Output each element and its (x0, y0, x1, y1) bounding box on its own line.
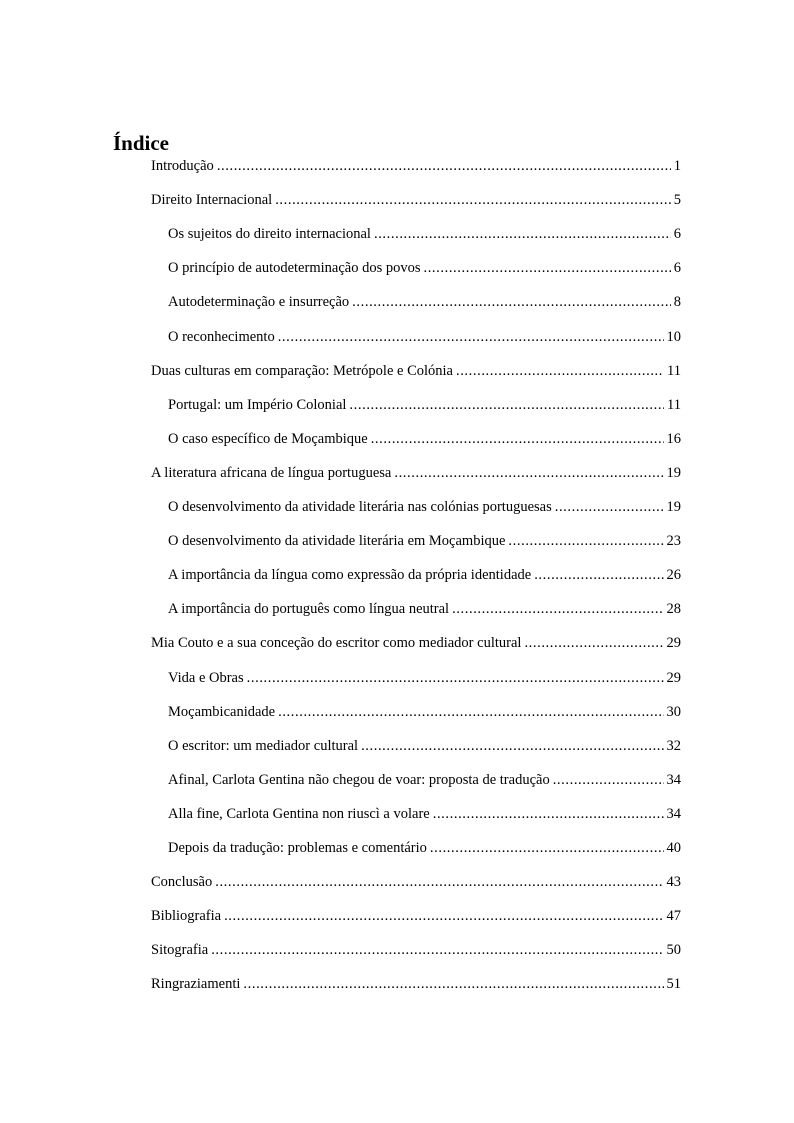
toc-entry-label: Vida e Obras (168, 669, 244, 686)
toc-leader-dots (508, 530, 663, 552)
toc-entry[interactable] (168, 223, 681, 245)
toc-entry-page: 50 (666, 942, 681, 959)
toc-entry[interactable] (151, 155, 681, 177)
toc-leader-dots (555, 496, 664, 518)
toc-entry-page: 6 (673, 260, 681, 277)
toc-entry-page: 30 (666, 703, 681, 720)
toc-entry-label: O desenvolvimento da atividade literária em Moçambique (168, 533, 506, 550)
toc-entry-page: 11 (667, 396, 681, 413)
toc-entry-page: 11 (667, 362, 681, 379)
toc-entry-label: Ringraziamenti (151, 976, 241, 993)
toc-entry[interactable] (168, 428, 681, 450)
toc-leader-dots (433, 803, 664, 825)
toc-entry[interactable] (168, 769, 681, 791)
toc-leader-dots (456, 360, 664, 382)
toc-entry-page: 51 (666, 976, 681, 993)
toc-entry-page: 6 (673, 226, 681, 243)
toc-entry-page: 47 (666, 908, 681, 925)
toc-leader-dots (243, 973, 663, 995)
toc-leader-dots (215, 871, 663, 893)
toc-entry-label: Alla fine, Carlota Gentina non riuscì a volare (168, 805, 430, 822)
toc-leader-dots (452, 598, 663, 620)
toc-entry-label: Depois da tradução: problemas e comentário (168, 840, 427, 856)
toc-leader-dots (224, 905, 663, 927)
toc-entry-page: 32 (666, 737, 681, 754)
toc-entry-page: 10 (666, 328, 681, 345)
toc-entry-label: Conclusão (151, 874, 213, 891)
toc-entry[interactable] (168, 530, 681, 552)
toc-entry-page: 5 (673, 192, 681, 209)
toc-entry[interactable] (168, 291, 681, 313)
toc-leader-dots (275, 189, 671, 211)
toc-leader-dots (349, 394, 664, 416)
toc-leader-dots (394, 462, 663, 484)
toc-entry[interactable] (168, 564, 681, 586)
toc-entry-label: A literatura africana de língua portuguesa (151, 464, 392, 481)
toc-entry-label: Sitografia (151, 942, 209, 959)
toc-entry[interactable] (151, 360, 681, 382)
toc-leader-dots (352, 291, 671, 313)
toc-leader-dots (371, 428, 664, 450)
toc-leader-dots (217, 155, 671, 177)
toc-entry[interactable] (168, 326, 681, 348)
toc-entry-page: 34 (666, 771, 681, 788)
toc-entry[interactable] (168, 701, 681, 723)
toc-leader-dots (278, 701, 663, 723)
toc-entry-page: 16 (666, 430, 681, 447)
toc-entry-page: 1 (673, 158, 681, 174)
toc-entry-label: Moçambicanidade (168, 703, 276, 720)
toc-entry[interactable] (151, 632, 681, 654)
toc-entry-page: 19 (666, 464, 681, 481)
toc-entry[interactable] (168, 667, 681, 689)
toc-leader-dots (278, 326, 664, 348)
toc-entry[interactable] (151, 189, 681, 211)
toc-entry-page: 26 (666, 567, 681, 584)
toc-entry-label: Duas culturas em comparação: Metrópole e Colónia (151, 362, 453, 379)
toc-entry-page: 29 (666, 635, 681, 652)
toc-entry-page: 34 (666, 805, 681, 822)
toc-leader-dots (423, 257, 670, 279)
toc-entry-label: O desenvolvimento da atividade literária nas colónias portuguesas (168, 499, 552, 515)
toc-entry[interactable] (151, 973, 681, 995)
toc-entry-page: 29 (666, 669, 681, 686)
toc-entry-label: Afinal, Carlota Gentina não chegou de voar: proposta de tradução (168, 771, 550, 788)
toc-entry-label: Introdução (151, 158, 214, 174)
toc-entry[interactable] (168, 496, 681, 518)
toc-entry-label: Portugal: um Império Colonial (168, 396, 347, 413)
toc-entry-page: 23 (666, 533, 681, 550)
toc-entry[interactable] (168, 257, 681, 279)
toc-entry-label: Bibliografia (151, 908, 222, 925)
toc-entry-page: 43 (666, 874, 681, 891)
page-title: Índice (113, 131, 170, 155)
toc-entry-page: 40 (666, 840, 681, 856)
toc-entry[interactable] (168, 803, 681, 825)
toc-entry[interactable] (168, 598, 681, 620)
toc-entry-page: 19 (666, 499, 681, 515)
toc-leader-dots (534, 564, 663, 586)
toc-leader-dots (553, 769, 664, 791)
toc-entry-label: Mia Couto e a sua conceção do escritor como mediador cultural (151, 635, 522, 652)
toc-entry-label: O princípio de autodeterminação dos povos (168, 260, 421, 277)
toc-entry-page: 8 (673, 294, 681, 311)
toc-entry-label: Autodeterminação e insurreção (168, 294, 350, 311)
toc-leader-dots (374, 223, 671, 245)
toc-entry[interactable] (151, 462, 681, 484)
toc-entry[interactable] (151, 871, 681, 893)
toc-leader-dots (211, 939, 663, 961)
toc-leader-dots (247, 667, 664, 689)
toc-leader-dots (430, 837, 664, 859)
toc-entry[interactable] (168, 837, 681, 859)
toc-entry[interactable] (151, 939, 681, 961)
toc-entry-label: Os sujeitos do direito internacional (168, 226, 371, 243)
toc-entry-label: O reconhecimento (168, 328, 275, 345)
toc-entry[interactable] (151, 905, 681, 927)
toc-entry-label: A importância da língua como expressão da própria identidade (168, 567, 532, 584)
toc-leader-dots (524, 632, 663, 654)
toc-entry-label: O escritor: um mediador cultural (168, 737, 359, 754)
toc-entry[interactable] (168, 735, 681, 757)
toc-entry[interactable] (168, 394, 681, 416)
toc-entry-page: 28 (666, 601, 681, 618)
toc-entry-label: O caso específico de Moçambique (168, 430, 368, 447)
toc-leader-dots (361, 735, 663, 757)
toc-entry-label: Direito Internacional (151, 192, 273, 209)
toc-entry-label: A importância do português como língua neutral (168, 601, 450, 618)
